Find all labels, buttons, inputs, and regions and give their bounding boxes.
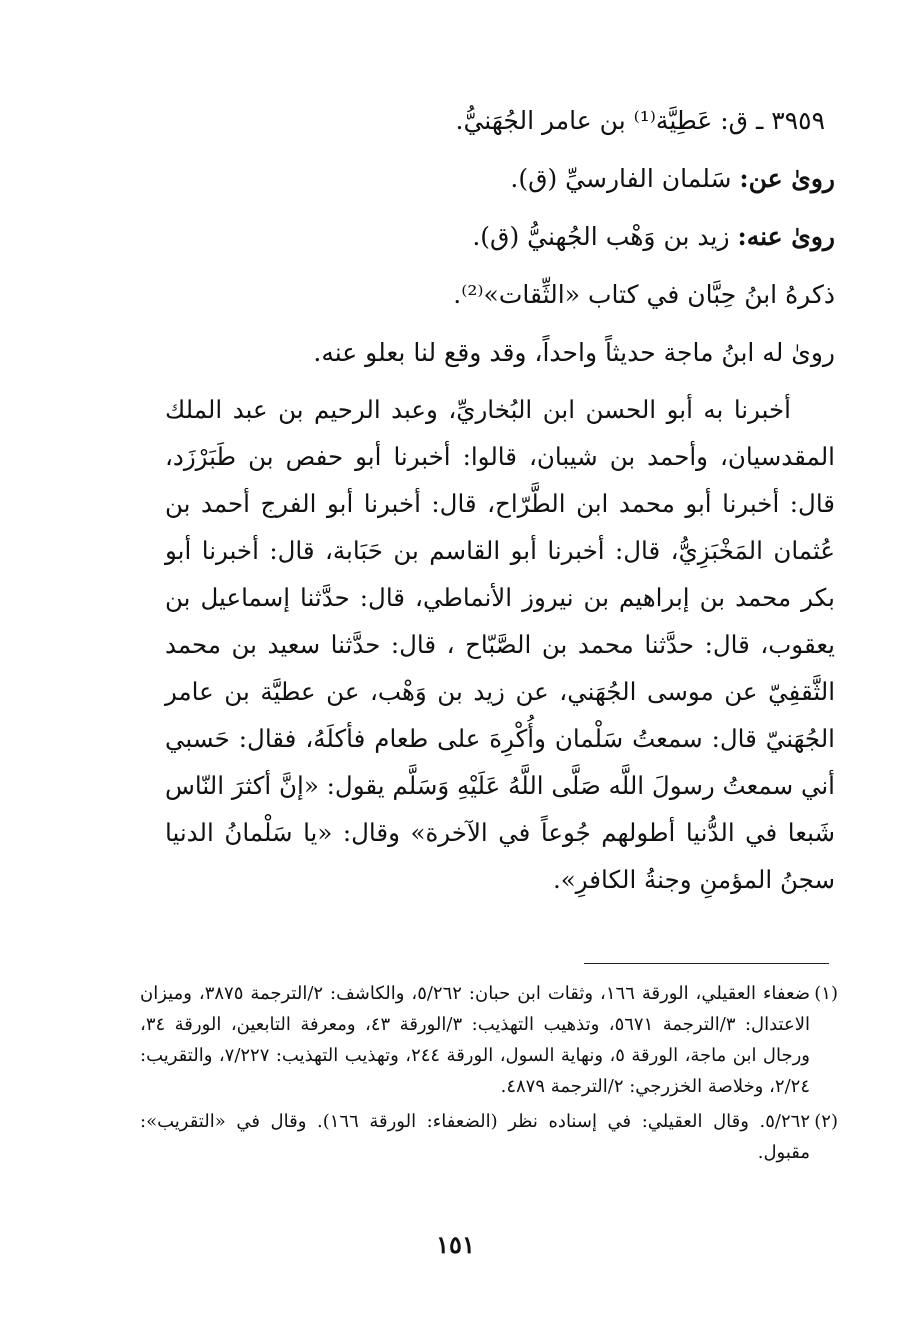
ibn-majah-line [165,324,835,382]
footnote-1 [140,978,838,1102]
hadith-paragraph [165,386,835,903]
narrated-from-label: روىٰ عن: [739,164,835,193]
footnote-2-text: ٥/٢٦٢. وقال العقيلي: في إسناده نظر (الضعفاء: الورقة ١٦٦). وقال في «التقريب»: مقبول. [140,1111,810,1163]
ibn-majah-text: روىٰ له ابنُ ماجة حديثاً واحداً، وقد وقع لنا بعلو عنه. [313,338,835,367]
main-text [165,92,835,928]
footnote-1-text: ضعفاء العقيلي، الورقة ١٦٦، وثقات ابن حبان: ٥/٢٦٢، والكاشف: ٢/الترجمة ٣٨٧٥، وميزان الاعتدال: ٣/الترجمة ٥٦٧١، وتذهيب التهذيب: ٣/الورقة ٤٣، ومعرفة التابعين، الورقة ٣٤، ورجال ابن ماجة، الورقة ٥، ونهاية السول، الورقة ٢٤٤، وتهذيب التهذيب: ٧/٢٢٧، والتقريب: ٢/٢٤، وخلاصة الخزرجي: ٢/الترجمة ٤٨٧٩. [140,983,810,1097]
page-number: ١٥١ [436,1230,475,1259]
entry-heading-text: ٣٩٥٩ ـ ق: عَطِيَّة⁽¹⁾ بن عامر الجُهَنيُّ. [455,106,825,135]
footnote-separator [584,963,829,964]
narrated-by-label: روىٰ عنه: [737,222,835,251]
narrated-from-line [165,150,835,208]
footnote-1-mark: (١) [814,983,838,1004]
ibn-hibban-line [165,266,835,324]
footnote-2 [140,1106,838,1168]
narrated-from-text: سَلمان الفارسيِّ (ق). [510,164,740,193]
footnote-2-mark: (٢) [814,1111,838,1132]
narrated-by-line [165,208,835,266]
ibn-hibban-text: ذكرهُ ابنُ حِبَّان في كتاب «الثِّقات»⁽²⁾. [453,280,835,309]
footnotes [140,978,838,1172]
narrated-by-text: زيد بن وَهْب الجُهنيُّ (ق). [472,222,738,251]
hadith-text: أخبرنا به أبو الحسن ابن البُخاريِّ، وعبد الرحيم بن عبد الملك المقدسيان، وأحمد بن شيبان، قالوا: أخبرنا أبو حفص بن طَبَرْزَد، قال: أخبرنا أبو محمد ابن الطَّرّاح، قال: أخبرنا أبو الفرج أحمد بن عُثمان المَخْبَزِيُّ، قال: أخبرنا أبو القاسم بن حَبَابة، قال: أخبرنا أبو بكر محمد بن إبراهيم بن نيروز الأنماطي، قال: حدَّثنا إسماعيل بن يعقوب، قال: حدَّثنا محمد بن الصَّبّاح ، قال: حدَّثنا سعيد بن محمد الثَّقفِيّ عن موسى الجُهَني، عن زيد بن وَهْب، عن عطيَّة بن عامر الجُهَنيّ قال: سمعتُ سَلْمان وأُكْرِهَ على طعام فأكلَهُ، فقال: حَسبي أني سمعتُ رسولَ اللَّه صَلَّى اللَّهُ عَلَيْهِ وَسَلَّم يقول: «إنَّ أكثرَ النّاس شَبعا في الدُّنيا أطولهم جُوعاً في الآخرة» وقال: «يا سَلْمانُ الدنيا سجنُ المؤمنِ وجنةُ الكافرِ». [165,395,835,894]
entry-heading [165,92,835,150]
